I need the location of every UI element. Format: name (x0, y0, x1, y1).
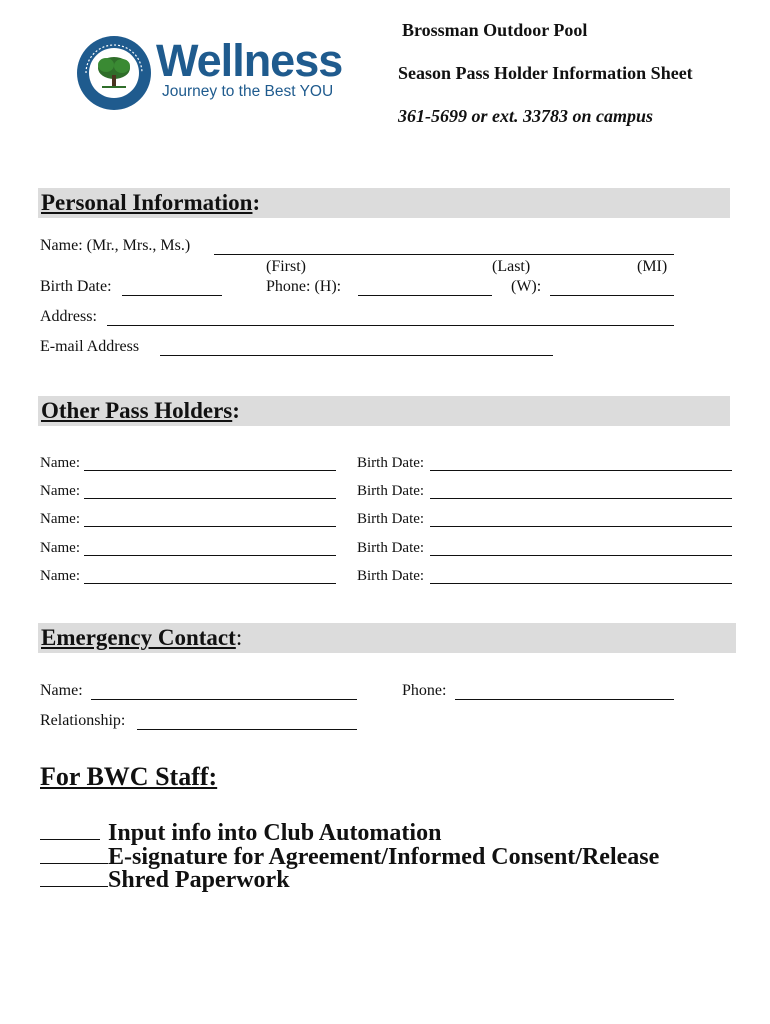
staff-check-blank[interactable] (40, 844, 108, 864)
name-label: Name: (Mr., Mrs., Ms.) (40, 237, 191, 254)
relationship-label: Relationship: (40, 712, 126, 729)
pass-holder-name-field[interactable] (84, 555, 336, 556)
emergency-name-label: Name: (40, 682, 83, 699)
birth-date-field[interactable] (122, 295, 222, 296)
staff-item-text: Input info into Club Automation (108, 820, 442, 846)
personal-info-section-header (38, 188, 730, 218)
work-phone-field[interactable] (550, 295, 674, 296)
pass-holder-name-field[interactable] (84, 498, 336, 499)
pass-holder-birth-field[interactable] (430, 555, 732, 556)
name-field[interactable] (214, 254, 674, 255)
section-title: Emergency Contact: (41, 625, 243, 650)
staff-checklist-item (40, 820, 441, 847)
sheet-title: Season Pass Holder Information Sheet (398, 63, 693, 83)
pass-holder-name-label: Name: (40, 483, 80, 499)
home-phone-label: Phone: (H): (266, 278, 342, 295)
home-phone-field[interactable] (358, 295, 492, 296)
emergency-phone-field[interactable] (455, 699, 674, 700)
staff-section-title: For BWC Staff: (40, 762, 218, 791)
relationship-field[interactable] (137, 729, 357, 730)
pass-holder-name-label: Name: (40, 455, 80, 471)
pass-holder-name-label: Name: (40, 540, 80, 556)
staff-item-text: Shred Paperwork (108, 867, 290, 893)
last-name-caption: (Last) (492, 258, 531, 275)
emergency-phone-label: Phone: (402, 682, 447, 699)
pass-holder-name-field[interactable] (84, 526, 336, 527)
pass-holder-birth-label: Birth Date: (357, 568, 425, 584)
pass-holder-birth-field[interactable] (430, 583, 732, 584)
pass-holder-birth-field[interactable] (430, 526, 732, 527)
pass-holder-birth-label: Birth Date: (357, 455, 425, 471)
pass-holder-name-field[interactable] (84, 470, 336, 471)
address-field[interactable] (107, 325, 674, 326)
pass-holder-birth-field[interactable] (430, 498, 732, 499)
emergency-name-field[interactable] (91, 699, 357, 700)
logo-tagline: Journey to the Best YOU (162, 83, 334, 100)
emergency-contact-section-header (38, 623, 736, 653)
section-title: Personal Information: (41, 190, 261, 215)
email-field[interactable] (160, 355, 553, 356)
pool-name: Brossman Outdoor Pool (402, 20, 588, 40)
staff-check-blank[interactable] (40, 867, 108, 887)
pass-holder-birth-label: Birth Date: (357, 483, 425, 499)
staff-check-blank[interactable] (40, 820, 100, 840)
middle-initial-caption: (MI) (637, 258, 668, 275)
wellness-logo (76, 35, 356, 111)
pass-holder-name-label: Name: (40, 568, 80, 584)
work-phone-label: (W): (511, 278, 542, 295)
pass-holder-birth-label: Birth Date: (357, 540, 425, 556)
section-title: Other Pass Holders: (41, 398, 240, 423)
contact-phone: 361-5699 or ext. 33783 on campus (398, 106, 654, 126)
pass-holder-name-label: Name: (40, 511, 80, 527)
first-name-caption: (First) (266, 258, 306, 275)
masonic-village-seal-icon (76, 35, 152, 111)
address-label: Address: (40, 308, 97, 325)
logo-wordmark: Wellness (156, 35, 343, 86)
pass-holder-birth-field[interactable] (430, 470, 732, 471)
pass-holder-birth-label: Birth Date: (357, 511, 425, 527)
birth-date-label: Birth Date: (40, 278, 112, 295)
email-label: E-mail Address (40, 338, 140, 355)
staff-item-text: E-signature for Agreement/Informed Consent/Release (108, 844, 660, 870)
pass-holder-name-field[interactable] (84, 583, 336, 584)
other-pass-holders-section-header (38, 396, 730, 426)
staff-checklist-item (40, 867, 290, 894)
